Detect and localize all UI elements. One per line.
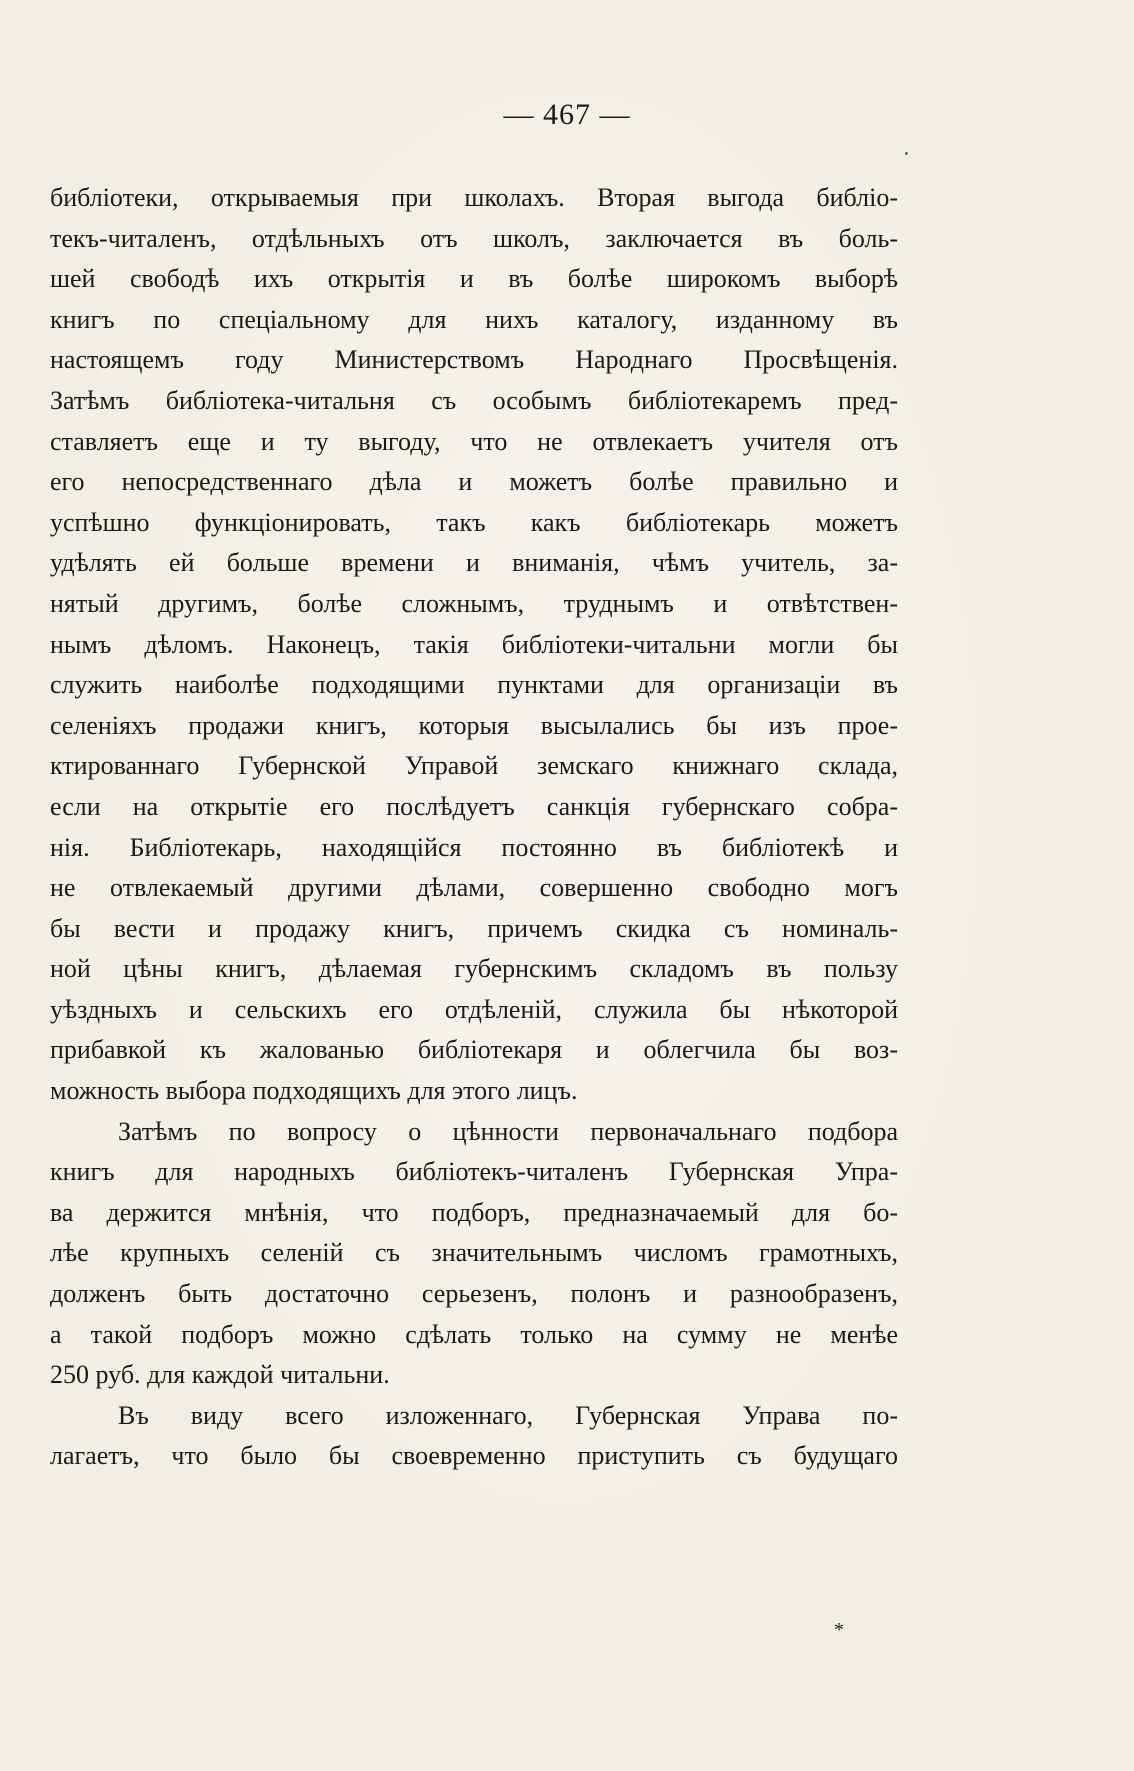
text-line: шей свободѣ ихъ открытія и въ болѣе широкомъ выборѣ bbox=[50, 264, 898, 294]
text-line: лагаетъ, что было бы своевременно приступить съ будущаго bbox=[50, 1441, 898, 1471]
text-line: книгъ для народныхъ библіотекъ-читаленъ Губернская Упра- bbox=[50, 1157, 898, 1187]
text-line: ной цѣны книгъ, дѣлаемая губернскимъ складомъ въ пользу bbox=[50, 954, 898, 984]
text-line: успѣшно функціонировать, такъ какъ библіотекарь можетъ bbox=[50, 507, 898, 537]
paragraph-end-line: 250 руб. для каждой читальни. bbox=[50, 1360, 390, 1390]
text-line: нятый другимъ, болѣе сложнымъ, труднымъ и отвѣтствен- bbox=[50, 588, 898, 618]
paragraph-end-line: можность выбора подходящихъ для этого лицъ. bbox=[50, 1076, 578, 1106]
text-line: текъ-читаленъ, отдѣльныхъ отъ школъ, заключается въ боль- bbox=[50, 223, 898, 253]
text-line: ктированнаго Губернской Управой земскаго книжнаго склада, bbox=[50, 751, 898, 781]
text-line: Затѣмъ библіотека-читальня съ особымъ библіотекаремъ пред- bbox=[50, 385, 898, 415]
body-text bbox=[50, 178, 898, 1477]
text-line: нія. Библіотекарь, находящійся постоянно въ библіотекѣ и bbox=[50, 832, 898, 862]
text-line: прибавкой къ жалованью библіотекаря и облегчила бы воз- bbox=[50, 1035, 898, 1065]
text-line: бы вести и продажу книгъ, причемъ скидка съ номиналь- bbox=[50, 913, 898, 943]
signature-mark: * bbox=[834, 1619, 844, 1641]
ink-speck bbox=[905, 152, 908, 155]
text-line: лѣе крупныхъ селеній съ значительнымъ числомъ грамотныхъ, bbox=[50, 1238, 898, 1268]
text-line: не отвлекаемый другими дѣлами, совершенно свободно могъ bbox=[50, 873, 898, 903]
text-line: селеніяхъ продажи книгъ, которыя высылались бы изъ прое- bbox=[50, 710, 898, 740]
paragraph-start-line: Въ виду всего изложеннаго, Губернская Управа по- bbox=[118, 1400, 898, 1430]
page-number: — 467 — bbox=[503, 98, 631, 131]
text-line: долженъ быть достаточно серьезенъ, полонъ и разнообразенъ, bbox=[50, 1279, 898, 1309]
text-line: библіотеки, открываемыя при школахъ. Вторая выгода библіо- bbox=[50, 183, 898, 212]
paragraph-start-line: Затѣмъ по вопросу о цѣнности первоначальнаго подбора bbox=[118, 1116, 898, 1146]
text-line: уѣздныхъ и сельскихъ его отдѣленій, служила бы нѣкоторой bbox=[50, 994, 898, 1024]
text-line: ва держится мнѣнія, что подборъ, предназначаемый для бо- bbox=[50, 1197, 898, 1227]
text-line: удѣлять ей больше времени и вниманія, чѣмъ учитель, за- bbox=[50, 548, 898, 578]
text-line: книгъ по спеціальному для нихъ каталогу, изданному въ bbox=[50, 304, 898, 334]
text-line: настоящемъ году Министерствомъ Народнаго Просвѣщенія. bbox=[50, 345, 898, 375]
text-line: ставляетъ еще и ту выгоду, что не отвлекаетъ учителя отъ bbox=[50, 426, 898, 456]
text-line: нымъ дѣломъ. Наконецъ, такія библіотеки-читальни могли бы bbox=[50, 629, 898, 659]
text-line: его непосредственнаго дѣла и можетъ болѣе правильно и bbox=[50, 467, 898, 497]
text-line: а такой подборъ можно сдѣлать только на сумму не менѣе bbox=[50, 1319, 898, 1349]
text-line: служить наиболѣе подходящими пунктами для организаціи въ bbox=[50, 670, 898, 700]
text-line: если на открытіе его послѣдуетъ санкція губернскаго собра- bbox=[50, 791, 898, 821]
